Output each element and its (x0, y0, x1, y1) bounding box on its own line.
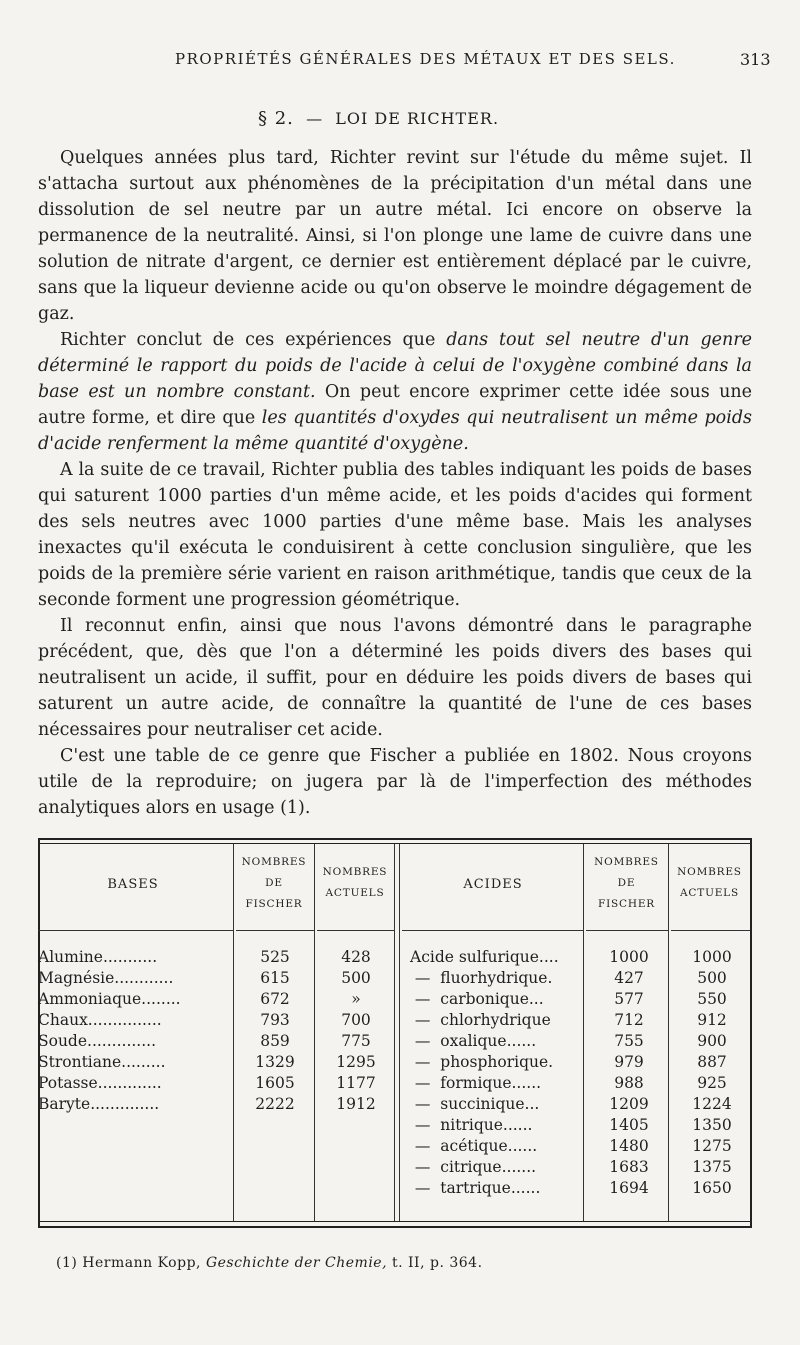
paragraph-2-emphasis-2: les quantités d'oxydes qui neutralisent un même poids d'acide renferment la même quantité d'oxygène. (38, 408, 753, 454)
header-rule-3 (317, 930, 394, 931)
cell-acid-fischer: 1683 (609, 1158, 649, 1176)
cell-base-actuel: 775 (341, 1032, 371, 1050)
table-row (38, 1074, 752, 1095)
header-rule-6 (671, 930, 750, 931)
paragraph-5: C'est une table de ce genre que Fischer a publiée en 1802. Nous croyons utile de la reproduire; on jugera par là de l'imperfection des méthodes analytiques alors en usage (1). (38, 746, 752, 818)
cell-base: Magnésie............ (38, 969, 174, 987)
cell-acid-actuel: 1350 (692, 1116, 732, 1134)
section-heading (258, 108, 499, 129)
cell-acid-fischer: 755 (614, 1032, 644, 1050)
cell-acid-actuel: 1375 (692, 1158, 732, 1176)
cell-acid-actuel: 1275 (692, 1137, 732, 1155)
header-actuels-2 (669, 862, 750, 904)
header-bases: BASES (107, 877, 159, 892)
cell-base-fischer: 859 (260, 1032, 290, 1050)
cell-acid-actuel: 912 (697, 1011, 727, 1029)
cell-acid: — carbonique... (410, 990, 544, 1008)
cell-acid-fischer: 427 (614, 969, 644, 987)
body-text (38, 145, 752, 821)
header-fischer2-line2: DE (617, 877, 636, 889)
section-number: § 2. (258, 108, 294, 129)
paragraph-2-middle: On peut encore exprimer cette idée sous une autre forme, et dire que (38, 382, 752, 428)
header-actuels2-line1: NOMBRES (677, 866, 742, 878)
table-row (38, 1137, 752, 1158)
header-acides: ACIDES (463, 877, 523, 892)
cell-base-fischer: 1329 (255, 1053, 295, 1071)
cell-acid: — nitrique...... (410, 1116, 533, 1134)
cell-acid: — formique...... (410, 1074, 542, 1092)
table-row (38, 1116, 752, 1137)
header-rule-4 (402, 930, 583, 931)
section-dash: — (306, 109, 324, 128)
cell-acid: — tartrique...... (410, 1179, 541, 1197)
cell-acid-actuel: 1000 (692, 948, 732, 966)
cell-acid-fischer: 988 (614, 1074, 644, 1092)
cell-acid-fischer: 1405 (609, 1116, 649, 1134)
table-row (38, 1158, 752, 1179)
cell-acid: — acétique...... (410, 1137, 538, 1155)
cell-acid-fischer: 979 (614, 1053, 644, 1071)
cell-base: Ammoniaque........ (38, 990, 181, 1008)
cell-acid-actuel: 887 (697, 1053, 727, 1071)
cell-acid: — succinique... (410, 1095, 540, 1113)
cell-base: Alumine........... (38, 948, 158, 966)
cell-base-actuel: 1912 (336, 1095, 376, 1113)
cell-acid-actuel: 925 (697, 1074, 727, 1092)
cell-acid-fischer: 712 (614, 1011, 644, 1029)
cell-acid-actuel: 900 (697, 1032, 727, 1050)
header-fischer2-line1: NOMBRES (594, 856, 659, 868)
footnote-author: Hermann Kopp, (82, 1255, 201, 1271)
cell-acid-fischer: 1694 (609, 1179, 649, 1197)
header-actuels2-line2: ACTUELS (680, 887, 739, 899)
header-actuels-line1: NOMBRES (322, 866, 388, 878)
table-top-rule (38, 838, 752, 840)
paragraph-3: A la suite de ce travail, Richter publia des tables indiquant les poids de bases qui saturent 1000 parties d'un même acide, et les poids d'acides qui forment des sels neutres avec 1000 parties d'une même base. Mais les analyses inexactes qu'il exécuta le conduisirent à cette conclusion singulière, que les poids de la première série varient en raison arithmétique, tandis que ceux de la seconde forment une progression géométrique. (38, 460, 752, 610)
header-rule-5 (586, 930, 668, 931)
cell-base-fischer: 525 (260, 948, 290, 966)
cell-base-fischer: 1605 (255, 1074, 295, 1092)
cell-acid-fischer: 577 (614, 990, 644, 1008)
cell-acid-actuel: 1224 (692, 1095, 732, 1113)
cell-base-actuel: 500 (341, 969, 371, 987)
header-fischer-1 (234, 852, 314, 915)
table-row (38, 1095, 752, 1116)
cell-base: Strontiane......... (38, 1053, 166, 1071)
cell-acid-actuel: 550 (697, 990, 727, 1008)
running-header (0, 48, 800, 78)
table-bottom-rule-inner (38, 1221, 752, 1222)
cell-acid: — fluorhydrique. (410, 969, 553, 987)
fischer-table (38, 838, 752, 1231)
footnote-book: Geschichte der Chemie, (205, 1255, 388, 1271)
cell-base: Potasse............. (38, 1074, 162, 1092)
header-fischer-2 (584, 852, 669, 915)
table-body (38, 948, 752, 1200)
cell-base-fischer: 672 (260, 990, 290, 1008)
cell-base-fischer: 793 (260, 1011, 290, 1029)
header-rule-1 (38, 930, 233, 931)
cell-acid: — citrique....... (410, 1158, 537, 1176)
header-rule-2 (236, 930, 314, 931)
cell-acid-fischer: 1480 (609, 1137, 649, 1155)
header-actuels-line2: ACTUELS (325, 887, 385, 899)
header-fischer-line3: FISCHER (245, 898, 303, 910)
header-actuels-1 (315, 862, 395, 904)
page-number: 313 (740, 50, 771, 69)
paragraph-2 (38, 327, 752, 457)
footnote (56, 1255, 483, 1271)
section-title: LOI DE RICHTER. (335, 109, 500, 128)
table-row (38, 1179, 752, 1200)
paragraph-4: Il reconnut enfin, ainsi que nous l'avons démontré dans le paragraphe précédent, que, dès que l'on a déterminé les poids divers des bases qui neutralisent un acide, il suffit, pour en déduire les poids divers de bases qui saturent un autre acide, de connaître la quantité de l'une de ces bases nécessaires pour neutraliser cet acide. (38, 616, 752, 740)
running-title: PROPRIÉTÉS GÉNÉRALES DES MÉTAUX ET DES SELS. (175, 50, 676, 68)
cell-acid-actuel: 500 (697, 969, 727, 987)
paragraph-2-emphasis-1: dans tout sel neutre d'un genre déterminé le rapport du poids de l'acide à celui de l'oxygène combiné dans la base est un nombre constant. (38, 330, 753, 402)
cell-base-fischer: 2222 (255, 1095, 295, 1113)
cell-base: Baryte.............. (38, 1095, 160, 1113)
paragraph-1: Quelques années plus tard, Richter revint sur l'étude du même sujet. Il s'attacha surtout aux phénomènes de la précipitation d'un métal dans une dissolution de sel neutre par un autre métal. Ici encore on observe la permanence de la neutralité. Ainsi, si l'on plonge une lame de cuivre dans une solution de nitrate d'argent, ce dernier est entièrement déplacé par le cuivre, sans que la liqueur devienne acide ou qu'on observe le moindre dégagement de gaz. (38, 148, 752, 324)
table-row (38, 948, 752, 969)
table-row (38, 990, 752, 1011)
table-row (38, 1053, 752, 1074)
table-row (38, 1032, 752, 1053)
cell-base: Chaux............... (38, 1011, 162, 1029)
cell-acid: — phosphorique. (410, 1053, 554, 1071)
table-top-rule-inner (38, 843, 752, 844)
cell-base-actuel: 428 (341, 948, 371, 966)
cell-acid-actuel: 1650 (692, 1179, 732, 1197)
header-fischer2-line3: FISCHER (598, 898, 655, 910)
cell-base-actuel: » (351, 990, 361, 1008)
header-fischer-line2: DE (265, 877, 283, 889)
table-row (38, 1011, 752, 1032)
cell-acid-fischer: 1209 (609, 1095, 649, 1113)
header-fischer-line1: NOMBRES (241, 856, 307, 868)
cell-acid: — oxalique...... (410, 1032, 537, 1050)
cell-base-actuel: 1177 (336, 1074, 376, 1092)
cell-base-fischer: 615 (260, 969, 290, 987)
table-bottom-rule (38, 1226, 752, 1228)
paragraph-2-start: Richter conclut de ces expériences que (60, 330, 447, 350)
footnote-ref: t. II, p. 364. (392, 1255, 483, 1271)
table-row (38, 969, 752, 990)
cell-acid-fischer: 1000 (609, 948, 649, 966)
cell-base-actuel: 1295 (336, 1053, 376, 1071)
cell-base: Soude.............. (38, 1032, 157, 1050)
cell-acid: Acide sulfurique.... (410, 948, 559, 966)
footnote-mark: (1) (56, 1255, 78, 1271)
cell-base-actuel: 700 (341, 1011, 371, 1029)
cell-acid: — chlorhydrique (410, 1011, 551, 1029)
